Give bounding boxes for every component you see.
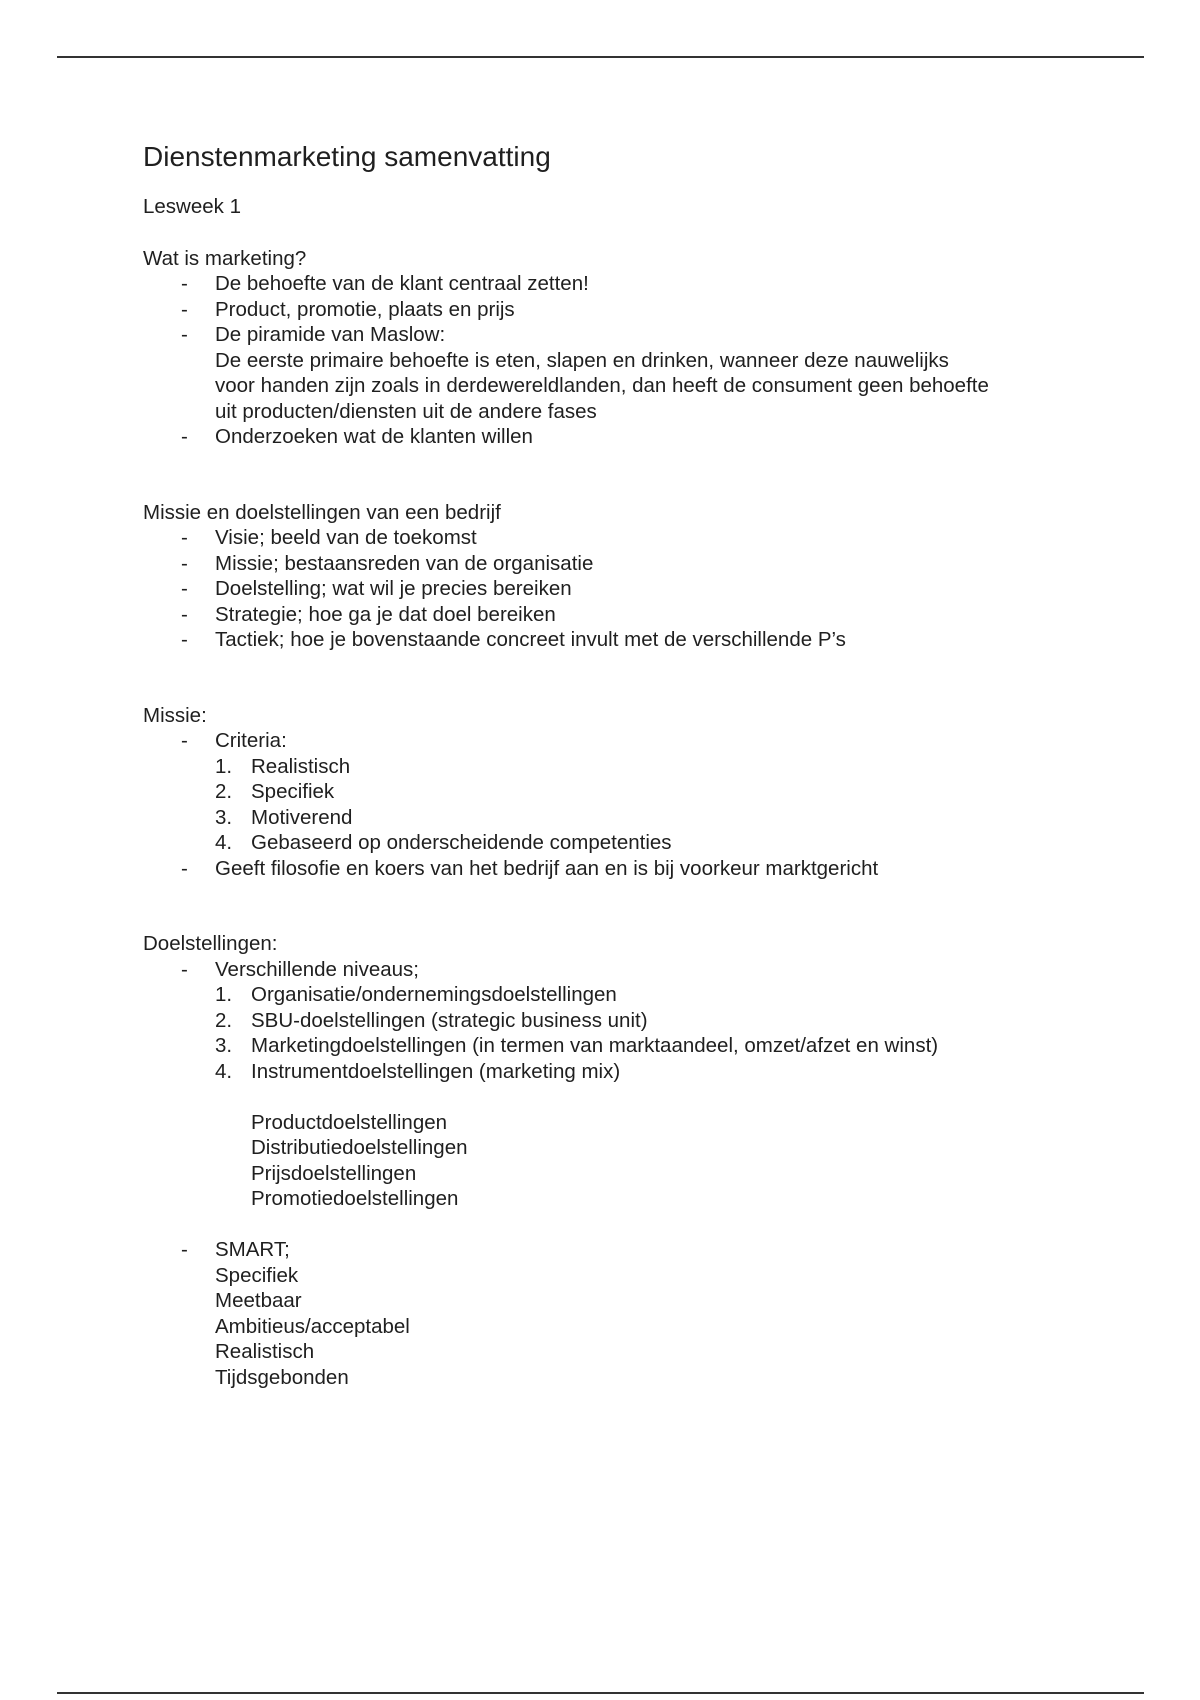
list-item: - Tactiek; hoe je bovenstaande concreet invult met de verschillende P’s — [181, 628, 846, 651]
numbered-item: 2. Specifiek — [215, 780, 335, 803]
footer-rule — [57, 1692, 1144, 1694]
section-heading-marketing: Wat is marketing? — [143, 246, 307, 270]
smart-item: Meetbaar — [215, 1289, 302, 1312]
list-item: - Criteria: — [181, 729, 287, 752]
list-item: - Visie; beeld van de toekomst — [181, 526, 477, 549]
section-heading-missie: Missie: — [143, 703, 207, 727]
section-heading-missie-doelstellingen: Missie en doelstellingen van een bedrijf — [143, 500, 501, 524]
list-item: - Verschillende niveaus; — [181, 957, 419, 981]
list-item: - Missie; bestaansreden van de organisatie — [181, 551, 594, 575]
list-item: - Onderzoeken wat de klanten willen — [181, 425, 533, 448]
header-rule — [57, 56, 1144, 58]
numbered-item: 3. Marketingdoelstellingen (in termen van marktaandeel, omzet/afzet en winst) — [215, 1034, 939, 1057]
numbered-item: 3. Motiverend — [215, 805, 353, 829]
instrument-item: Prijsdoelstellingen — [251, 1161, 417, 1185]
smart-item: Tijdsgebonden — [215, 1365, 349, 1389]
list-item: - Geeft filosofie en koers van het bedrijf aan en is bij voorkeur marktgericht — [181, 856, 879, 880]
smart-item: Ambitieus/acceptabel — [215, 1314, 410, 1338]
list-item: - Product, promotie, plaats en prijs — [181, 297, 515, 321]
list-item: - Doelstelling; wat wil je precies bereiken — [181, 577, 572, 600]
document-title: Dienstenmarketing samenvatting — [143, 141, 551, 172]
numbered-item: 2. SBU-doelstellingen (strategic business unit) — [215, 1008, 648, 1032]
smart-item: Realistisch — [215, 1340, 315, 1363]
instrument-item: Productdoelstellingen — [251, 1110, 448, 1134]
numbered-item: 4. Instrumentdoelstellingen (marketing mix) — [215, 1059, 621, 1083]
maslow-text-line: De eerste primaire behoefte is eten, slapen en drinken, wanneer deze nauwelijks — [215, 348, 949, 372]
numbered-item: 1. Organisatie/ondernemingsdoelstellingen — [215, 983, 617, 1006]
numbered-item: 1. Realistisch — [215, 754, 351, 778]
list-item: - De piramide van Maslow: — [181, 323, 446, 346]
list-item: - Strategie; hoe ga je dat doel bereiken — [181, 602, 556, 626]
document-body — [143, 139, 1103, 1390]
smart-item: Specifiek — [215, 1263, 299, 1287]
list-item: - SMART; — [181, 1238, 290, 1261]
week-label: Lesweek 1 — [143, 195, 242, 218]
section-heading-doelstellingen: Doelstellingen: — [143, 932, 278, 955]
maslow-text-line: uit producten/diensten uit de andere fases — [215, 399, 597, 423]
numbered-item: 4. Gebaseerd op onderscheidende competenties — [215, 831, 672, 854]
list-item: - De behoefte van de klant centraal zetten! — [181, 272, 589, 295]
instrument-item: Promotiedoelstellingen — [251, 1187, 459, 1210]
instrument-item: Distributiedoelstellingen — [251, 1136, 468, 1159]
maslow-text-line: voor handen zijn zoals in derdewereldlanden, dan heeft de consument geen behoefte — [215, 374, 989, 397]
